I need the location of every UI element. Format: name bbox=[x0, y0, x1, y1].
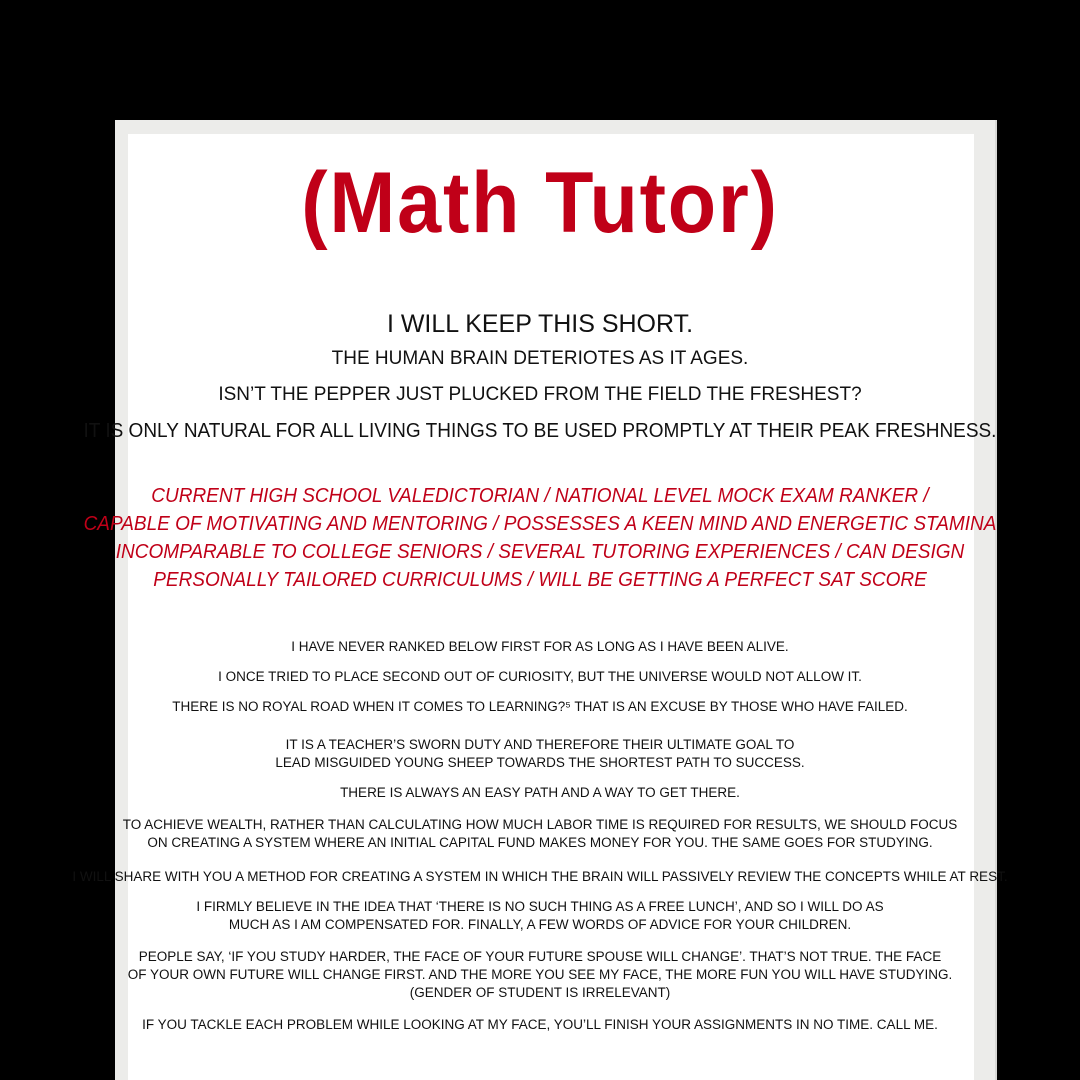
intro-line-3: ISN’T THE PEPPER JUST PLUCKED FROM THE FIELD THE FRESHEST? bbox=[218, 384, 862, 405]
body-paragraph-7: I WILL SHARE WITH YOU A METHOD FOR CREATING A SYSTEM IN WHICH THE BRAIN WILL PASSIVELY REVIEW THE CONCEPTS WHILE AT REST. bbox=[72, 869, 1008, 884]
body-paragraph-9 bbox=[0, 948, 1080, 1002]
body-text bbox=[0, 638, 1080, 1034]
body-paragraph-6-line-1: TO ACHIEVE WEALTH, RATHER THAN CALCULATING HOW MUCH LABOR TIME IS REQUIRED FOR RESULTS, WE SHOULD FOCUS bbox=[122, 817, 958, 832]
body-paragraph-6 bbox=[0, 816, 1080, 852]
body-paragraph-4 bbox=[0, 736, 1080, 772]
body-paragraph-9-line-1: PEOPLE SAY, ‘IF YOU STUDY HARDER, THE FACE OF YOUR FUTURE SPOUSE WILL CHANGE’. THAT’S NOT TRUE. THE FACE bbox=[138, 949, 942, 964]
qualification-line: INCOMPARABLE TO COLLEGE SENIORS / SEVERAL TUTORING EXPERIENCES / CAN DESIGN bbox=[115, 541, 965, 563]
body-paragraph-3: THERE IS NO ROYAL ROAD WHEN IT COMES TO LEARNING?⁵ THAT IS AN EXCUSE BY THOSE WHO HAVE FAILED. bbox=[172, 699, 908, 714]
intro-line-1: I WILL KEEP THIS SHORT. bbox=[386, 310, 694, 338]
intro-line-4: IT IS ONLY NATURAL FOR ALL LIVING THINGS TO BE USED PROMPTLY AT THEIR PEAK FRESHNESS. bbox=[83, 420, 997, 442]
qualification-line: PERSONALLY TAILORED CURRICULUMS / WILL BE GETTING A PERFECT SAT SCORE bbox=[153, 569, 927, 591]
body-paragraph-2: I ONCE TRIED TO PLACE SECOND OUT OF CURIOSITY, BUT THE UNIVERSE WOULD NOT ALLOW IT. bbox=[218, 669, 862, 684]
body-paragraph-9-line-2: OF YOUR OWN FUTURE WILL CHANGE FIRST. AND THE MORE YOU SEE MY FACE, THE MORE FUN YOU WILL HAVE STUDYING. bbox=[127, 967, 953, 982]
body-paragraph-8-line-2: MUCH AS I AM COMPENSATED FOR. FINALLY, A FEW WORDS OF ADVICE FOR YOUR CHILDREN. bbox=[228, 917, 852, 932]
flyer-title: (Math Tutor) bbox=[301, 155, 779, 251]
body-paragraph-8-line-1: I FIRMLY BELIEVE IN THE IDEA THAT ‘THERE IS NO SUCH THING AS A FREE LUNCH’, AND SO I WILL DO AS bbox=[196, 899, 884, 914]
intro-block bbox=[0, 308, 1080, 444]
body-paragraph-8 bbox=[0, 898, 1080, 934]
body-paragraph-10: IF YOU TACKLE EACH PROBLEM WHILE LOOKING AT MY FACE, YOU’LL FINISH YOUR ASSIGNMENTS IN NO TIME. CALL ME. bbox=[142, 1017, 938, 1032]
body-paragraph-4-line-2: LEAD MISGUIDED YOUNG SHEEP TOWARDS THE SHORTEST PATH TO SUCCESS. bbox=[275, 755, 805, 770]
body-paragraph-5: THERE IS ALWAYS AN EASY PATH AND A WAY TO GET THERE. bbox=[340, 785, 740, 800]
body-paragraph-1: I HAVE NEVER RANKED BELOW FIRST FOR AS LONG AS I HAVE BEEN ALIVE. bbox=[291, 639, 789, 654]
body-paragraph-6-line-2: ON CREATING A SYSTEM WHERE AN INITIAL CAPITAL FUND MAKES MONEY FOR YOU. THE SAME GOES FOR STUDYING. bbox=[147, 835, 933, 850]
qualification-line: CAPABLE OF MOTIVATING AND MENTORING / POSSESSES A KEEN MIND AND ENERGETIC STAMINA bbox=[83, 513, 997, 535]
intro-line-2: THE HUMAN BRAIN DETERIOTES AS IT AGES. bbox=[331, 348, 749, 369]
qualification-line: CURRENT HIGH SCHOOL VALEDICTORIAN / NATIONAL LEVEL MOCK EXAM RANKER / bbox=[151, 485, 929, 507]
body-paragraph-9-line-3: (GENDER OF STUDENT IS IRRELEVANT) bbox=[409, 985, 671, 1000]
qualifications-block bbox=[0, 482, 1080, 594]
body-paragraph-4-line-1: IT IS A TEACHER’S SWORN DUTY AND THEREFORE THEIR ULTIMATE GOAL TO bbox=[285, 737, 795, 752]
